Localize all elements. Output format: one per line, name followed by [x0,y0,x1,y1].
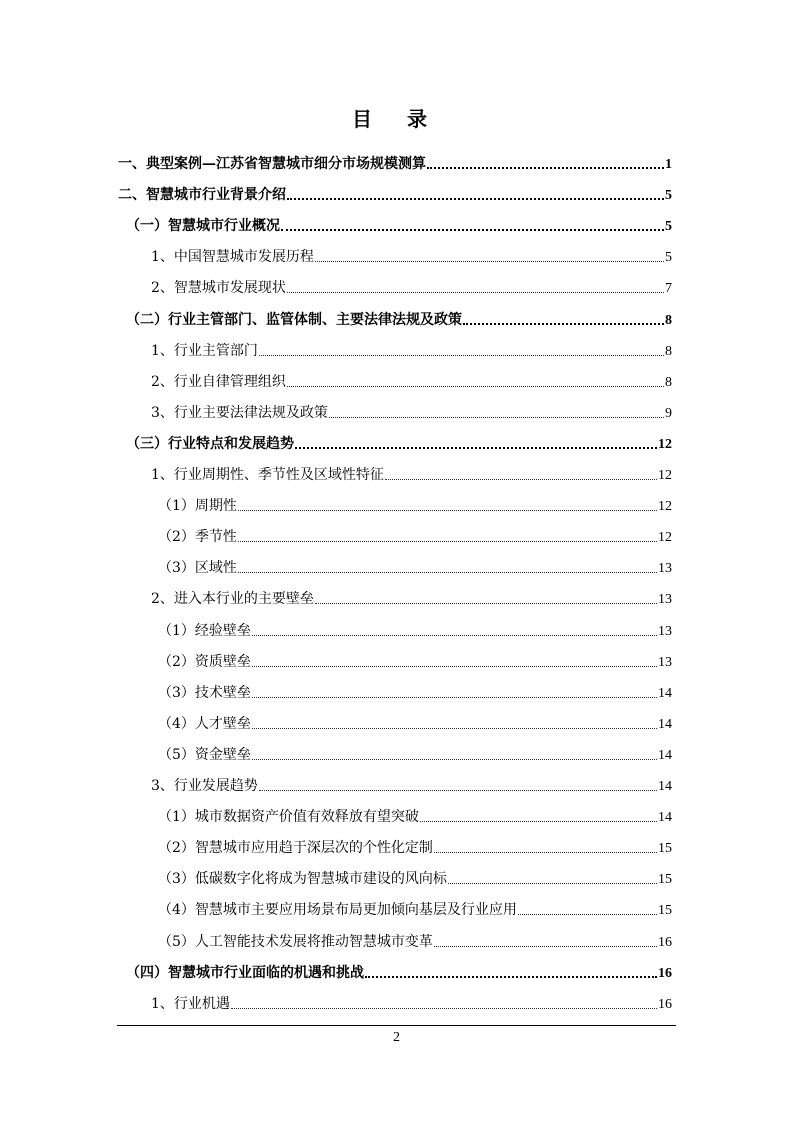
toc-entry-label: （2）季节性 [158,529,237,546]
toc-entry-page: 12 [658,499,672,515]
toc-entry[interactable] [158,682,672,704]
toc-entry[interactable] [158,931,672,953]
toc-entry[interactable] [151,775,672,797]
toc-entry-label: 一、典型案例—江苏省智慧城市细分市场规模测算 [118,156,426,172]
toc-entry-label: 2、进入本行业的主要壁垒 [151,591,314,608]
toc-entry-label: （一）智慧城市行业概况 [126,218,280,235]
dot-leader [463,323,664,325]
toc-entry-page: 14 [658,685,672,701]
dot-leader [238,541,657,542]
toc-entry-label: 1、行业周期性、季节性及区域性特征 [151,467,384,483]
toc-entry-page: 14 [658,779,672,794]
toc-entry-label: 1、行业机遇 [151,995,230,1012]
toc-entry-label: （3）技术壁垒 [158,684,251,701]
toc-entry[interactable] [126,309,672,331]
toc-entry-label: （4）人才壁垒 [158,715,251,732]
toc-entry[interactable] [158,557,672,579]
toc-entry-label: （4）智慧城市主要应用场景布局更加倾向基层及行业应用 [158,902,517,919]
toc-entry[interactable] [126,433,672,455]
toc-entry-page: 13 [658,623,672,639]
toc-entry-page: 14 [658,810,672,826]
toc-entry-page: 15 [658,903,672,919]
dot-leader [287,386,664,387]
toc-entry[interactable] [151,588,672,610]
dot-leader [434,852,657,853]
page-number: 2 [393,1030,400,1045]
toc-entry-label: 1、中国智慧城市发展历程 [151,249,314,266]
dot-leader [448,883,657,884]
toc-entry-page: 16 [658,965,672,981]
toc-entry[interactable] [158,713,672,735]
toc-entry[interactable] [126,962,672,984]
toc-entry[interactable] [118,184,672,206]
dot-leader [295,447,657,449]
toc-entry[interactable] [158,868,672,890]
toc-entry[interactable] [151,246,672,268]
dot-leader [252,666,657,667]
toc-entry-page: 15 [658,872,672,888]
toc-entry-page: 12 [658,468,672,483]
toc-entry[interactable] [158,495,672,517]
toc-entry-page: 1 [665,157,672,172]
toc-entry[interactable] [151,402,672,424]
dot-leader [427,167,664,169]
toc-entry-page: 15 [658,841,672,857]
toc-entry-label: （3）区域性 [158,560,237,577]
toc-entry[interactable] [158,744,672,766]
toc-entry-page: 14 [658,716,672,732]
toc-entry-page: 7 [665,281,672,297]
dot-leader [329,417,664,418]
toc-entry-label: （1）城市数据资产价值有效释放有望突破 [158,809,419,826]
toc-entry[interactable] [126,215,672,237]
toc-entry-page: 8 [665,312,672,328]
toc-entry-label: 2、智慧城市发展现状 [151,280,286,297]
toc-entry-label: （1）经验壁垒 [158,622,251,639]
dot-leader [434,946,657,947]
toc-entry[interactable] [158,837,672,859]
dot-leader [385,479,657,480]
toc-entry[interactable] [151,993,672,1015]
dot-leader [281,229,664,231]
toc-entry[interactable] [158,620,672,642]
dot-leader [231,1008,657,1009]
toc-entry-page: 8 [665,343,672,359]
dot-leader [420,821,657,822]
toc-entry-page: 9 [665,405,672,421]
dot-leader [252,728,657,729]
toc-entry-label: 2、行业自律管理组织 [151,373,286,390]
toc-entry-label: （5）资金壁垒 [158,746,251,763]
toc-entry[interactable] [151,277,672,299]
toc-entry-label: 1、行业主管部门 [151,342,258,359]
toc-entry-page: 12 [658,530,672,546]
toc-entry-page: 14 [658,747,672,763]
dot-leader [252,759,657,760]
toc-entry-page: 13 [658,561,672,577]
toc-entry-page: 12 [658,436,672,452]
dot-leader [287,198,664,200]
dot-leader [518,914,657,915]
toc-entry-label: （二）行业主管部门、监管体制、主要法律法规及政策 [126,311,462,328]
toc-entry-label: 3、行业发展趋势 [151,778,258,794]
dot-leader [287,292,664,293]
toc-entry-label: （1）周期性 [158,498,237,515]
toc-entry[interactable] [158,651,672,673]
footer-divider [117,1025,676,1026]
dot-leader [259,790,657,791]
toc-entry[interactable] [151,371,672,393]
toc-entry-label: 3、行业主要法律法规及政策 [151,404,328,421]
dot-leader [238,572,657,573]
toc-entry-label: （5）人工智能技术发展将推动智慧城市变革 [158,933,433,950]
toc-entry-page: 8 [665,374,672,390]
toc-entry[interactable] [151,340,672,362]
toc-entry-label: （三）行业特点和发展趋势 [126,435,294,452]
dot-leader [365,976,657,978]
toc-entry-label: 二、智慧城市行业背景介绍 [118,187,286,204]
toc-entry-label: （3）低碳数字化将成为智慧城市建设的风向标 [158,871,447,888]
dot-leader [315,261,664,262]
toc-entry-page: 13 [658,592,672,608]
toc-entry[interactable] [158,526,672,548]
toc-entry-label: （2）智慧城市应用趋于深层次的个性化定制 [158,840,433,857]
toc-entry[interactable] [118,153,672,175]
dot-leader [252,697,657,698]
dot-leader [252,635,657,636]
dot-leader [238,510,657,511]
toc-title: 目 录 [352,107,441,131]
toc-entry-page: 16 [658,934,672,950]
dot-leader [315,603,657,604]
toc-entry-page: 13 [658,654,672,670]
toc-entry-page: 16 [658,996,672,1012]
toc-entry[interactable] [158,806,672,828]
toc-entry[interactable] [158,899,672,921]
toc-entry[interactable] [151,464,672,486]
toc-entry-page: 5 [665,188,672,204]
toc-entry-label: （2）资质壁垒 [158,653,251,670]
toc-entry-label: （四）智慧城市行业面临的机遇和挑战 [126,964,364,981]
dot-leader [259,355,664,356]
toc-entry-page: 5 [665,250,672,266]
toc-entry-page: 5 [665,219,672,235]
